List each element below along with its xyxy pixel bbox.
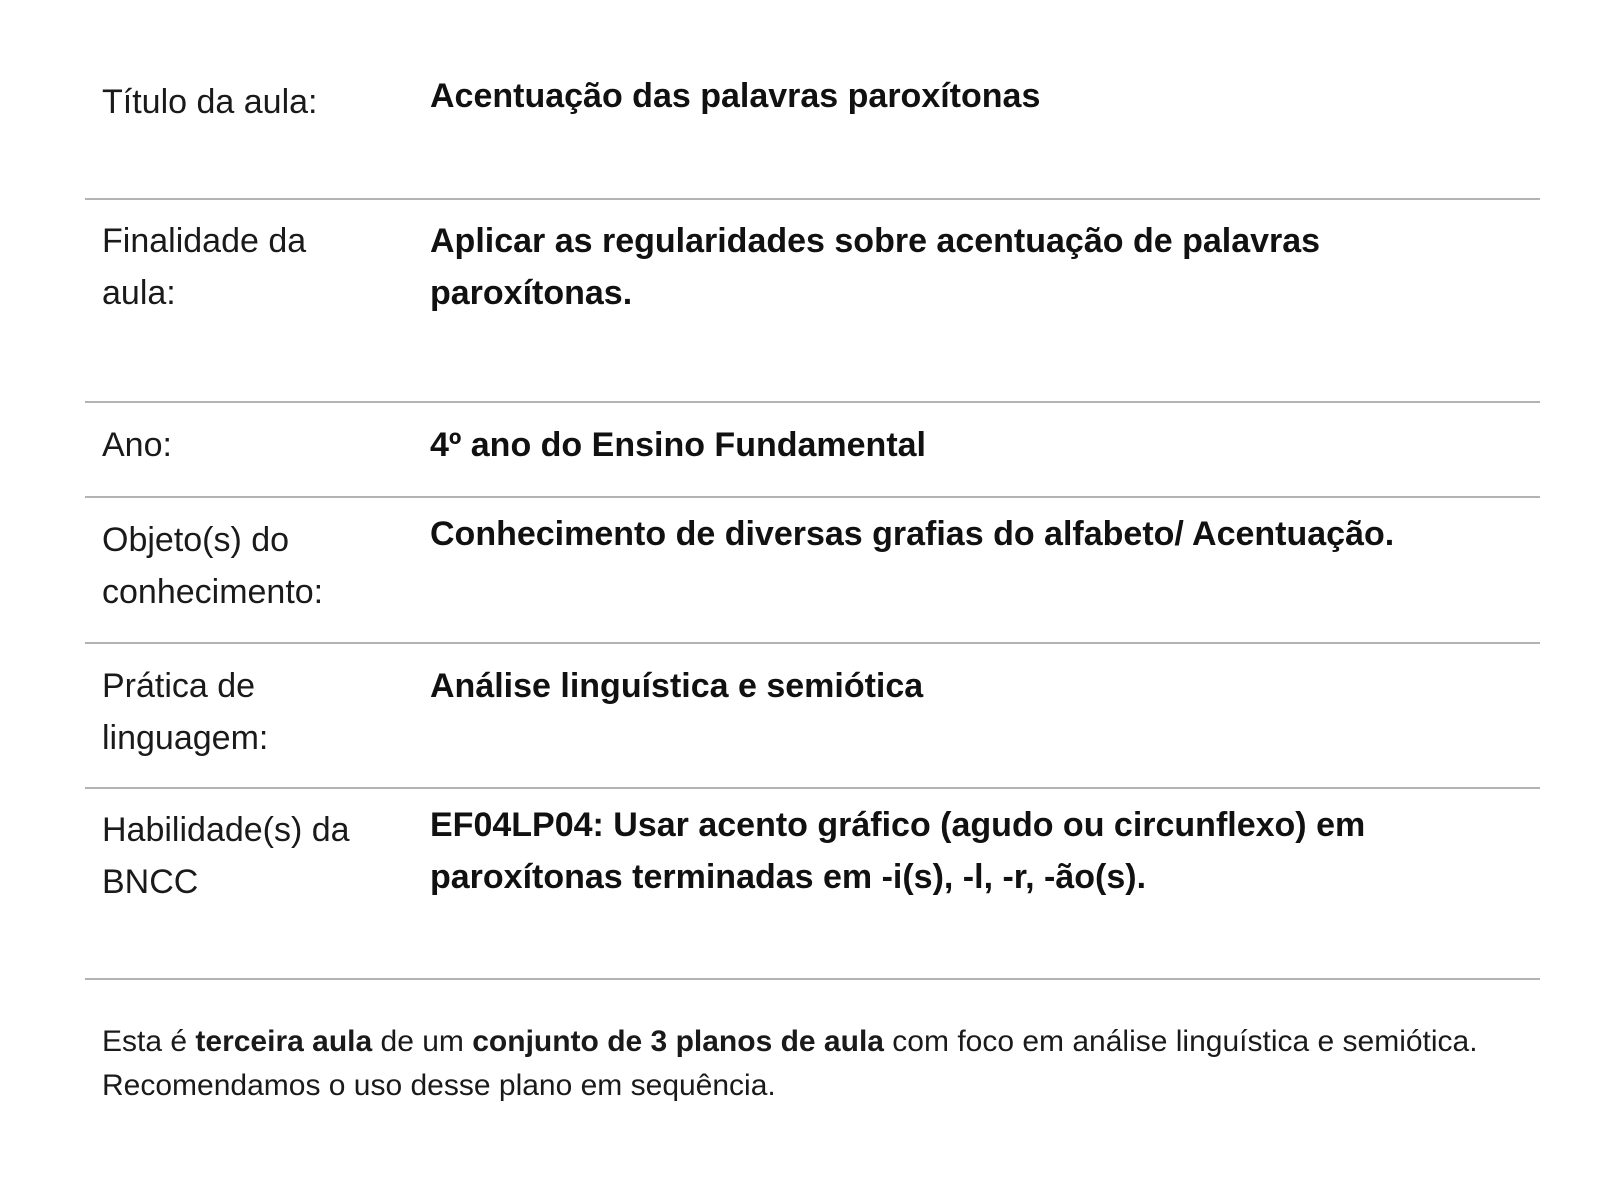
row-value: 4º ano do Ensino Fundamental — [430, 426, 927, 464]
row-value: Aplicar as regularidades sobre acentuação de palavras paroxítonas. — [430, 222, 1321, 312]
row-label: Finalidade da aula: — [102, 222, 307, 312]
row-label: Ano: — [102, 426, 172, 464]
row-label: Objeto(s) do conhecimento: — [102, 521, 324, 611]
row-finalidade — [85, 200, 1540, 403]
note-bold-conjunto: conjunto de 3 planos de aula — [472, 1025, 884, 1058]
row-titulo — [85, 0, 1540, 200]
note-text: de um — [372, 1025, 473, 1058]
row-label: Prática de linguagem: — [102, 667, 269, 757]
row-label: Habilidade(s) da BNCC — [102, 811, 350, 901]
row-value: EF04LP04: Usar acento gráfico (agudo ou circunflexo) em paroxítonas terminadas em -i(s), -l, -r, -ão(s). — [430, 806, 1366, 896]
row-habilidades — [85, 789, 1540, 980]
row-value: Conhecimento de diversas grafias do alfabeto/ Acentuação. — [430, 515, 1395, 553]
note-text: com foco em análise linguística e semiótica. Recomendamos o uso desse plano em sequência. — [102, 1025, 1478, 1102]
sequence-note — [102, 1020, 1522, 1108]
row-value: Acentuação das palavras paroxítonas — [430, 77, 1041, 115]
note-text: Esta é — [102, 1025, 196, 1058]
row-ano — [85, 403, 1540, 498]
note-bold-aula: terceira aula — [195, 1025, 373, 1058]
row-value: Análise linguística e semiótica — [430, 667, 924, 705]
row-pratica — [85, 644, 1540, 789]
row-label: Título da aula: — [102, 83, 318, 121]
row-objetos — [85, 498, 1540, 644]
